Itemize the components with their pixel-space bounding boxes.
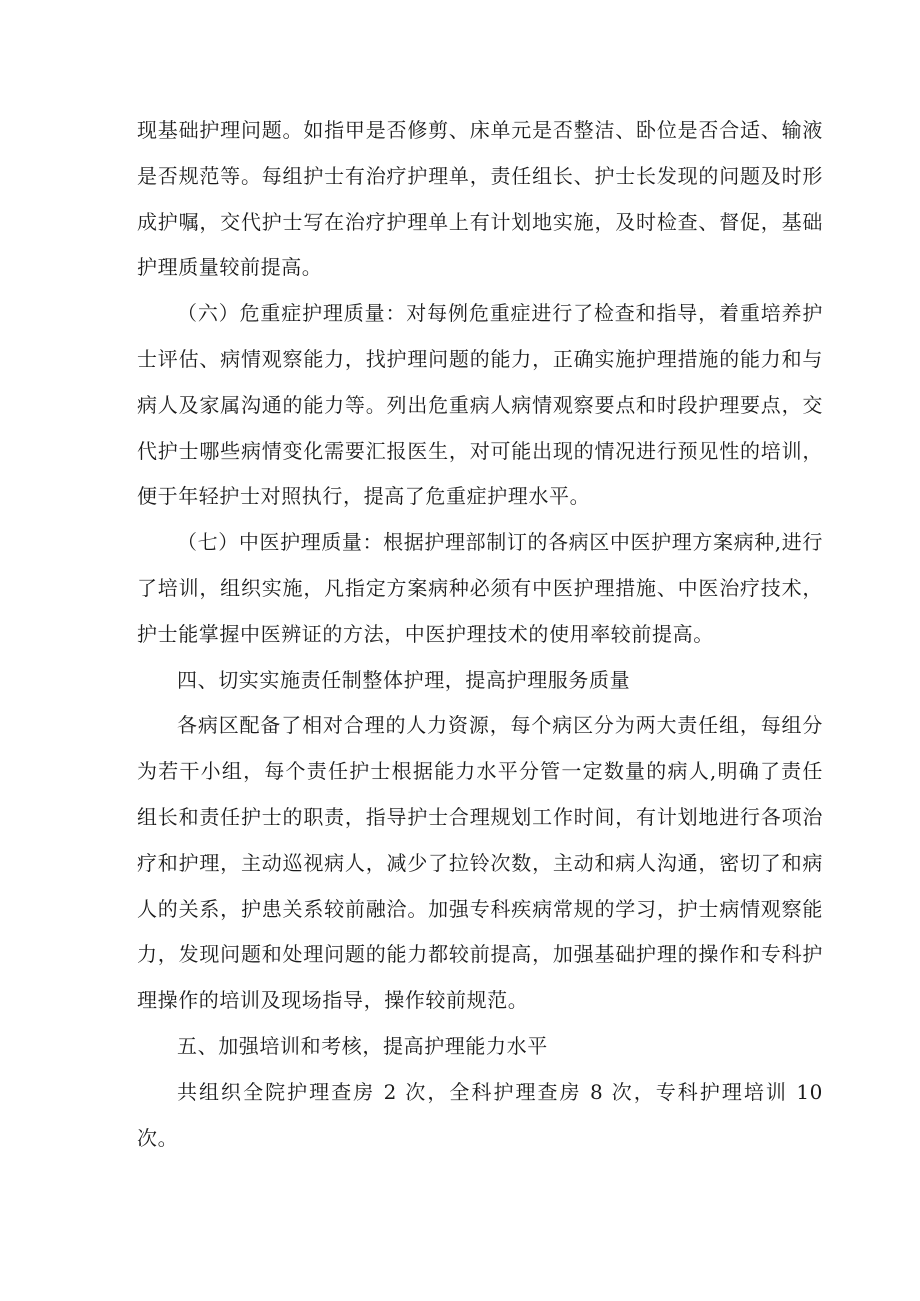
document-body [137, 108, 823, 1161]
section-heading-training-assessment: 五、加强培训和考核，提高护理能力水平 [177, 1033, 548, 1058]
paragraph-tcm-nursing-quality: （七）中医护理质量：根据护理部制订的各病区中医护理方案病种,进行了培训，组织实施，凡指定方案病种必须有中医护理措施、中医治疗技术，护士能掌握中医辨证的方法，中医护理技术的使用率较前提高。 [137, 530, 823, 646]
paragraph-responsibility-nursing: 各病区配备了相对合理的人力资源，每个病区分为两大责任组，每组分为若干小组，每个责任护士根据能力水平分管一定数量的病人,明确了责任组长和责任护士的职责，指导护士合理规划工作时间，有计划地进行各项治疗和护理，主动巡视病人，减少了拉铃次数，主动和病人沟通，密切了和病人的关系，护患关系较前融洽。加强专科疾病常规的学习，护士病情观察能力，发现问题和处理问题的能力都较前提高，加强基础护理的操作和专科护理操作的培训及现场指导，操作较前规范。 [137, 713, 823, 1013]
section-heading-responsibility-nursing: 四、切实实施责任制整体护理，提高护理服务质量 [177, 667, 631, 692]
paragraph-training-counts: 共组织全院护理查房 2 次，全科护理查房 8 次，专科护理培训 10 次。 [137, 1079, 823, 1150]
paragraph-critical-care-quality: （六）危重症护理质量：对每例危重症进行了检查和指导，着重培养护士评估、病情观察能力，找护理问题的能力，正确实施护理措施的能力和与病人及家属沟通的能力等。列出危重病人病情观察要点和时段护理要点，交代护士哪些病情变化需要汇报医生，对可能出现的情况进行预见性的培训，便于年轻护士对照执行，提高了危重症护理水平。 [137, 301, 823, 509]
paragraph-basic-care-continued: 现基础护理问题。如指甲是否修剪、床单元是否整洁、卧位是否合适、输液是否规范等。每组护士有治疗护理单，责任组长、护士长发现的问题及时形成护嘱，交代护士写在治疗护理单上有计划地实施，及时检查、督促，基础护理质量较前提高。 [137, 118, 823, 280]
